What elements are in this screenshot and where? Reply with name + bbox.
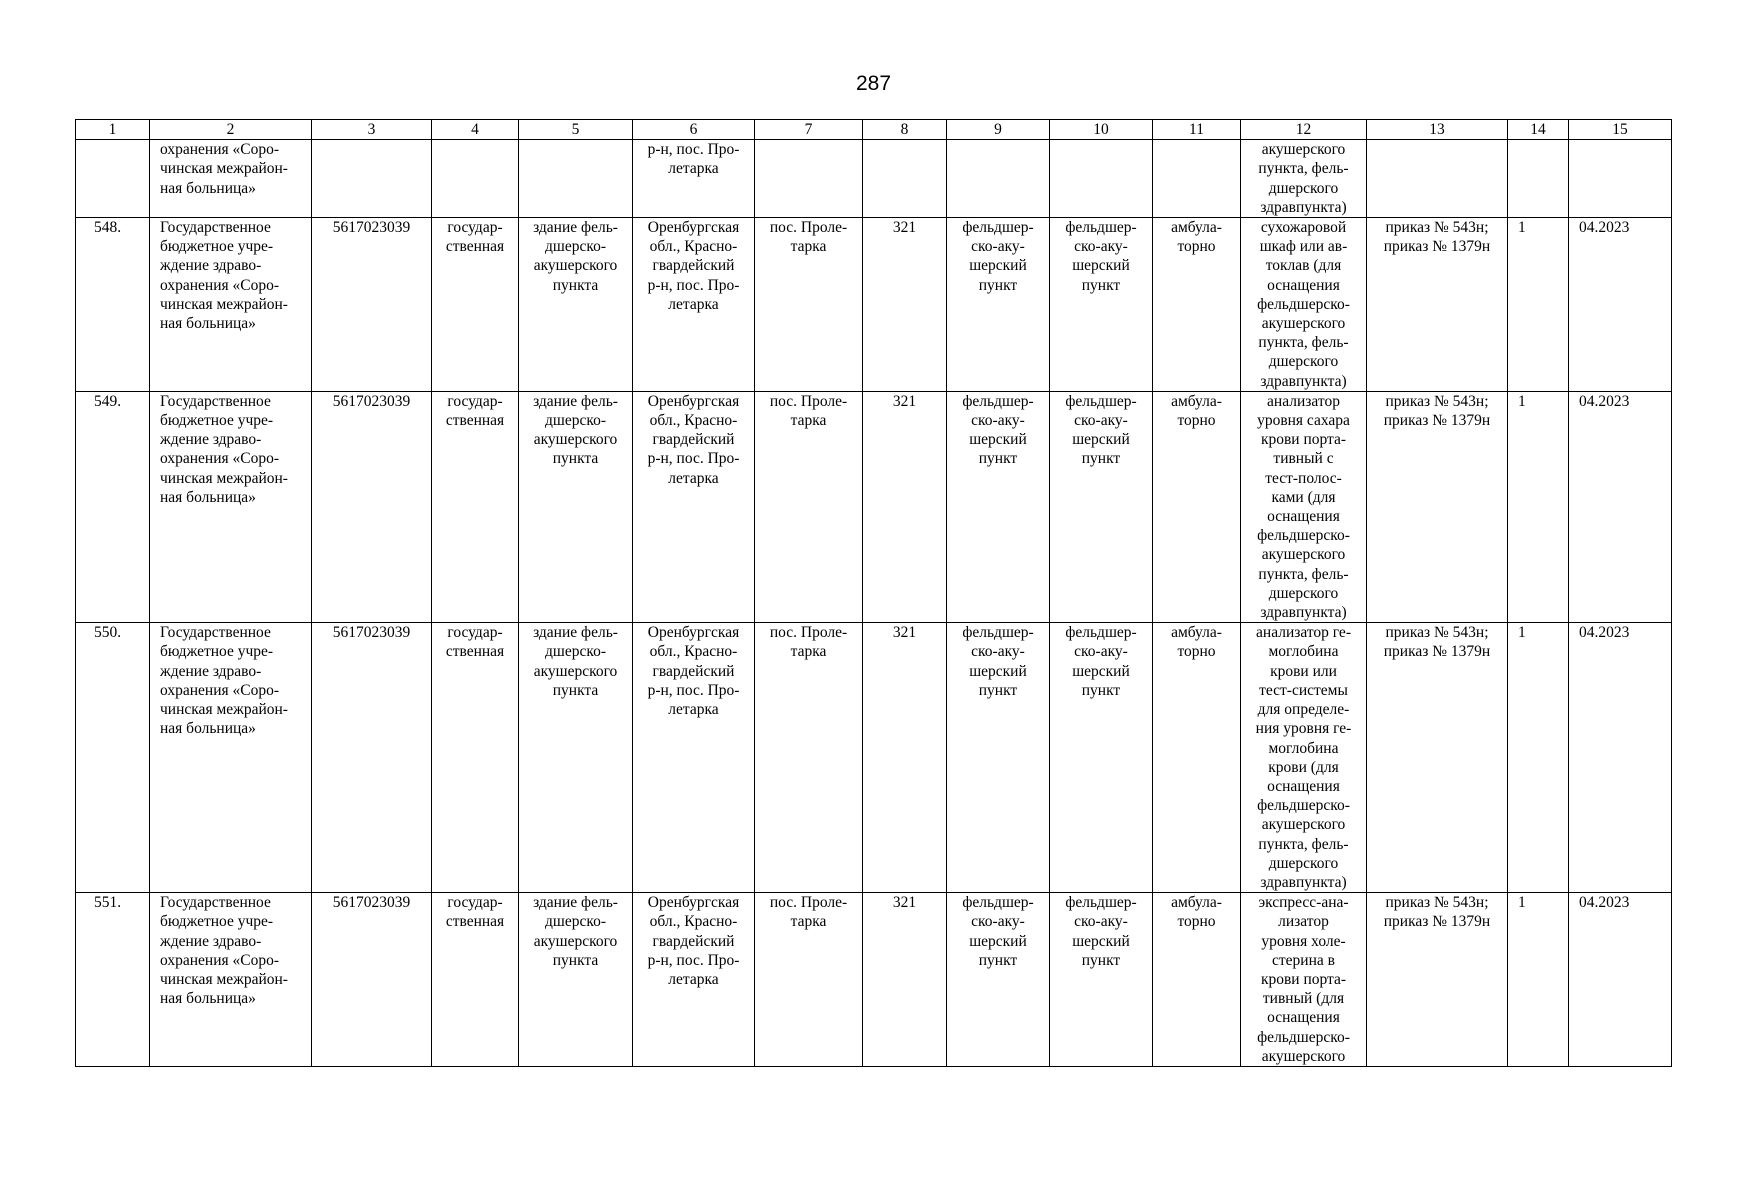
column-header: 10 (1050, 120, 1153, 140)
organization-cell: Государственное бюджетное учре- ждение здраво- охранения «Соро- чинская межрайон- ная больница» (150, 391, 312, 622)
building-cell: здание фель- дшерско- акушерского пункта (519, 218, 633, 392)
locality-cell: пос. Проле- тарка (755, 893, 863, 1067)
address-cell: Оренбургская обл., Красно- гвардейский р-н, пос. Про- летарка (633, 623, 755, 893)
care-conditions-cell: амбула- торно (1153, 391, 1241, 622)
quantity-cell: 1 (1508, 391, 1569, 622)
inn-cell: 5617023039 (312, 218, 432, 392)
subdivision-cell: фельдшер- ско-аку- шерский пункт (1050, 623, 1153, 893)
quantity-cell: 1 (1508, 893, 1569, 1067)
table-row (76, 218, 1672, 392)
row-number-cell: 548. (76, 218, 150, 392)
organization-cell: Государственное бюджетное учре- ждение здраво- охранения «Соро- чинская межрайон- ная больница» (150, 623, 312, 893)
organization-cell: Государственное бюджетное учре- ждение здраво- охранения «Соро- чинская межрайон- ная больница» (150, 218, 312, 392)
column-number-header-row (76, 120, 1672, 140)
orders-cell: приказ № 543н; приказ № 1379н (1367, 623, 1508, 893)
locality-cell: пос. Проле- тарка (755, 218, 863, 392)
equipment-cell: анализатор уровня сахара крови порта- тивный с тест-полос- ками (для оснащения фельдшерско- акушерского пункта, фель- дшерского здравпункта) (1241, 391, 1367, 622)
page-number: 287 (855, 72, 892, 95)
code-cell: 321 (863, 623, 947, 893)
column-header: 6 (633, 120, 755, 140)
orders-cell: приказ № 543н; приказ № 1379н (1367, 893, 1508, 1067)
row-number-cell: 551. (76, 893, 150, 1067)
facility-type-cell: фельдшер- ско-аку- шерский пункт (947, 218, 1050, 392)
table-cell (1367, 140, 1508, 218)
column-header: 14 (1508, 120, 1569, 140)
care-conditions-cell: амбула- торно (1153, 893, 1241, 1067)
continuation-row (76, 140, 1672, 218)
date-cell: 04.2023 (1569, 893, 1672, 1067)
column-header: 9 (947, 120, 1050, 140)
building-cell: здание фель- дшерско- акушерского пункта (519, 893, 633, 1067)
ownership-cell: государ- ственная (432, 391, 519, 622)
date-cell: 04.2023 (1569, 391, 1672, 622)
column-header: 13 (1367, 120, 1508, 140)
ownership-cell: государ- ственная (432, 218, 519, 392)
orders-cell: приказ № 543н; приказ № 1379н (1367, 391, 1508, 622)
table-cell (755, 140, 863, 218)
code-cell: 321 (863, 893, 947, 1067)
column-header: 8 (863, 120, 947, 140)
column-header: 15 (1569, 120, 1672, 140)
subdivision-cell: фельдшер- ско-аку- шерский пункт (1050, 391, 1153, 622)
table-cell (1050, 140, 1153, 218)
equipment-cell: сухожаровой шкаф или ав- токлав (для оснащения фельдшерско- акушерского пункта, фель- дшерского здравпункта) (1241, 218, 1367, 392)
building-cell: здание фель- дшерско- акушерского пункта (519, 391, 633, 622)
facility-type-cell: фельдшер- ско-аку- шерский пункт (947, 391, 1050, 622)
table-cell (76, 140, 150, 218)
code-cell: 321 (863, 218, 947, 392)
facility-type-cell: фельдшер- ско-аку- шерский пункт (947, 893, 1050, 1067)
organization-cell: охранения «Соро- чинская межрайон- ная больница» (150, 140, 312, 218)
column-header: 4 (432, 120, 519, 140)
table-cell (519, 140, 633, 218)
inn-cell: 5617023039 (312, 893, 432, 1067)
row-number-cell: 550. (76, 623, 150, 893)
subdivision-cell: фельдшер- ско-аку- шерский пункт (1050, 893, 1153, 1067)
locality-cell: пос. Проле- тарка (755, 623, 863, 893)
inn-cell: 5617023039 (312, 623, 432, 893)
quantity-cell: 1 (1508, 623, 1569, 893)
table-cell (1569, 140, 1672, 218)
table-cell (863, 140, 947, 218)
row-number-cell: 549. (76, 391, 150, 622)
facility-type-cell: фельдшер- ско-аку- шерский пункт (947, 623, 1050, 893)
column-header: 5 (519, 120, 633, 140)
column-header: 12 (1241, 120, 1367, 140)
column-header: 7 (755, 120, 863, 140)
equipment-cell: анализатор ге- моглобина крови или тест-системы для определе- ния уровня ге- моглобина крови (для оснащения фельдшерско- акушерского пункта, фель- дшерского здравпункта) (1241, 623, 1367, 893)
address-cell: Оренбургская обл., Красно- гвардейский р-н, пос. Про- летарка (633, 893, 755, 1067)
subdivision-cell: фельдшер- ско-аку- шерский пункт (1050, 218, 1153, 392)
equipment-registry-table (75, 119, 1672, 1067)
table-cell (1508, 140, 1569, 218)
column-header: 1 (76, 120, 150, 140)
date-cell: 04.2023 (1569, 218, 1672, 392)
date-cell: 04.2023 (1569, 623, 1672, 893)
quantity-cell: 1 (1508, 218, 1569, 392)
inn-cell: 5617023039 (312, 391, 432, 622)
table-cell (312, 140, 432, 218)
table-row (76, 391, 1672, 622)
organization-cell: Государственное бюджетное учре- ждение здраво- охранения «Соро- чинская межрайон- ная больница» (150, 893, 312, 1067)
table-row (76, 893, 1672, 1067)
ownership-cell: государ- ственная (432, 893, 519, 1067)
column-header: 3 (312, 120, 432, 140)
table-cell (1153, 140, 1241, 218)
address-cell: Оренбургская обл., Красно- гвардейский р-н, пос. Про- летарка (633, 391, 755, 622)
care-conditions-cell: амбула- торно (1153, 218, 1241, 392)
equipment-cell: экспресс-ана- лизатор уровня холе- стерина в крови порта- тивный (для оснащения фельдшерско- акушерского (1241, 893, 1367, 1067)
code-cell: 321 (863, 391, 947, 622)
equipment-cell: акушерского пункта, фель- дшерского здравпункта) (1241, 140, 1367, 218)
column-header: 2 (150, 120, 312, 140)
address-cell: р-н, пос. Про- летарка (633, 140, 755, 218)
table-cell (432, 140, 519, 218)
locality-cell: пос. Проле- тарка (755, 391, 863, 622)
table-row (76, 623, 1672, 893)
ownership-cell: государ- ственная (432, 623, 519, 893)
building-cell: здание фель- дшерско- акушерского пункта (519, 623, 633, 893)
orders-cell: приказ № 543н; приказ № 1379н (1367, 218, 1508, 392)
address-cell: Оренбургская обл., Красно- гвардейский р-н, пос. Про- летарка (633, 218, 755, 392)
column-header: 11 (1153, 120, 1241, 140)
care-conditions-cell: амбула- торно (1153, 623, 1241, 893)
table-cell (947, 140, 1050, 218)
